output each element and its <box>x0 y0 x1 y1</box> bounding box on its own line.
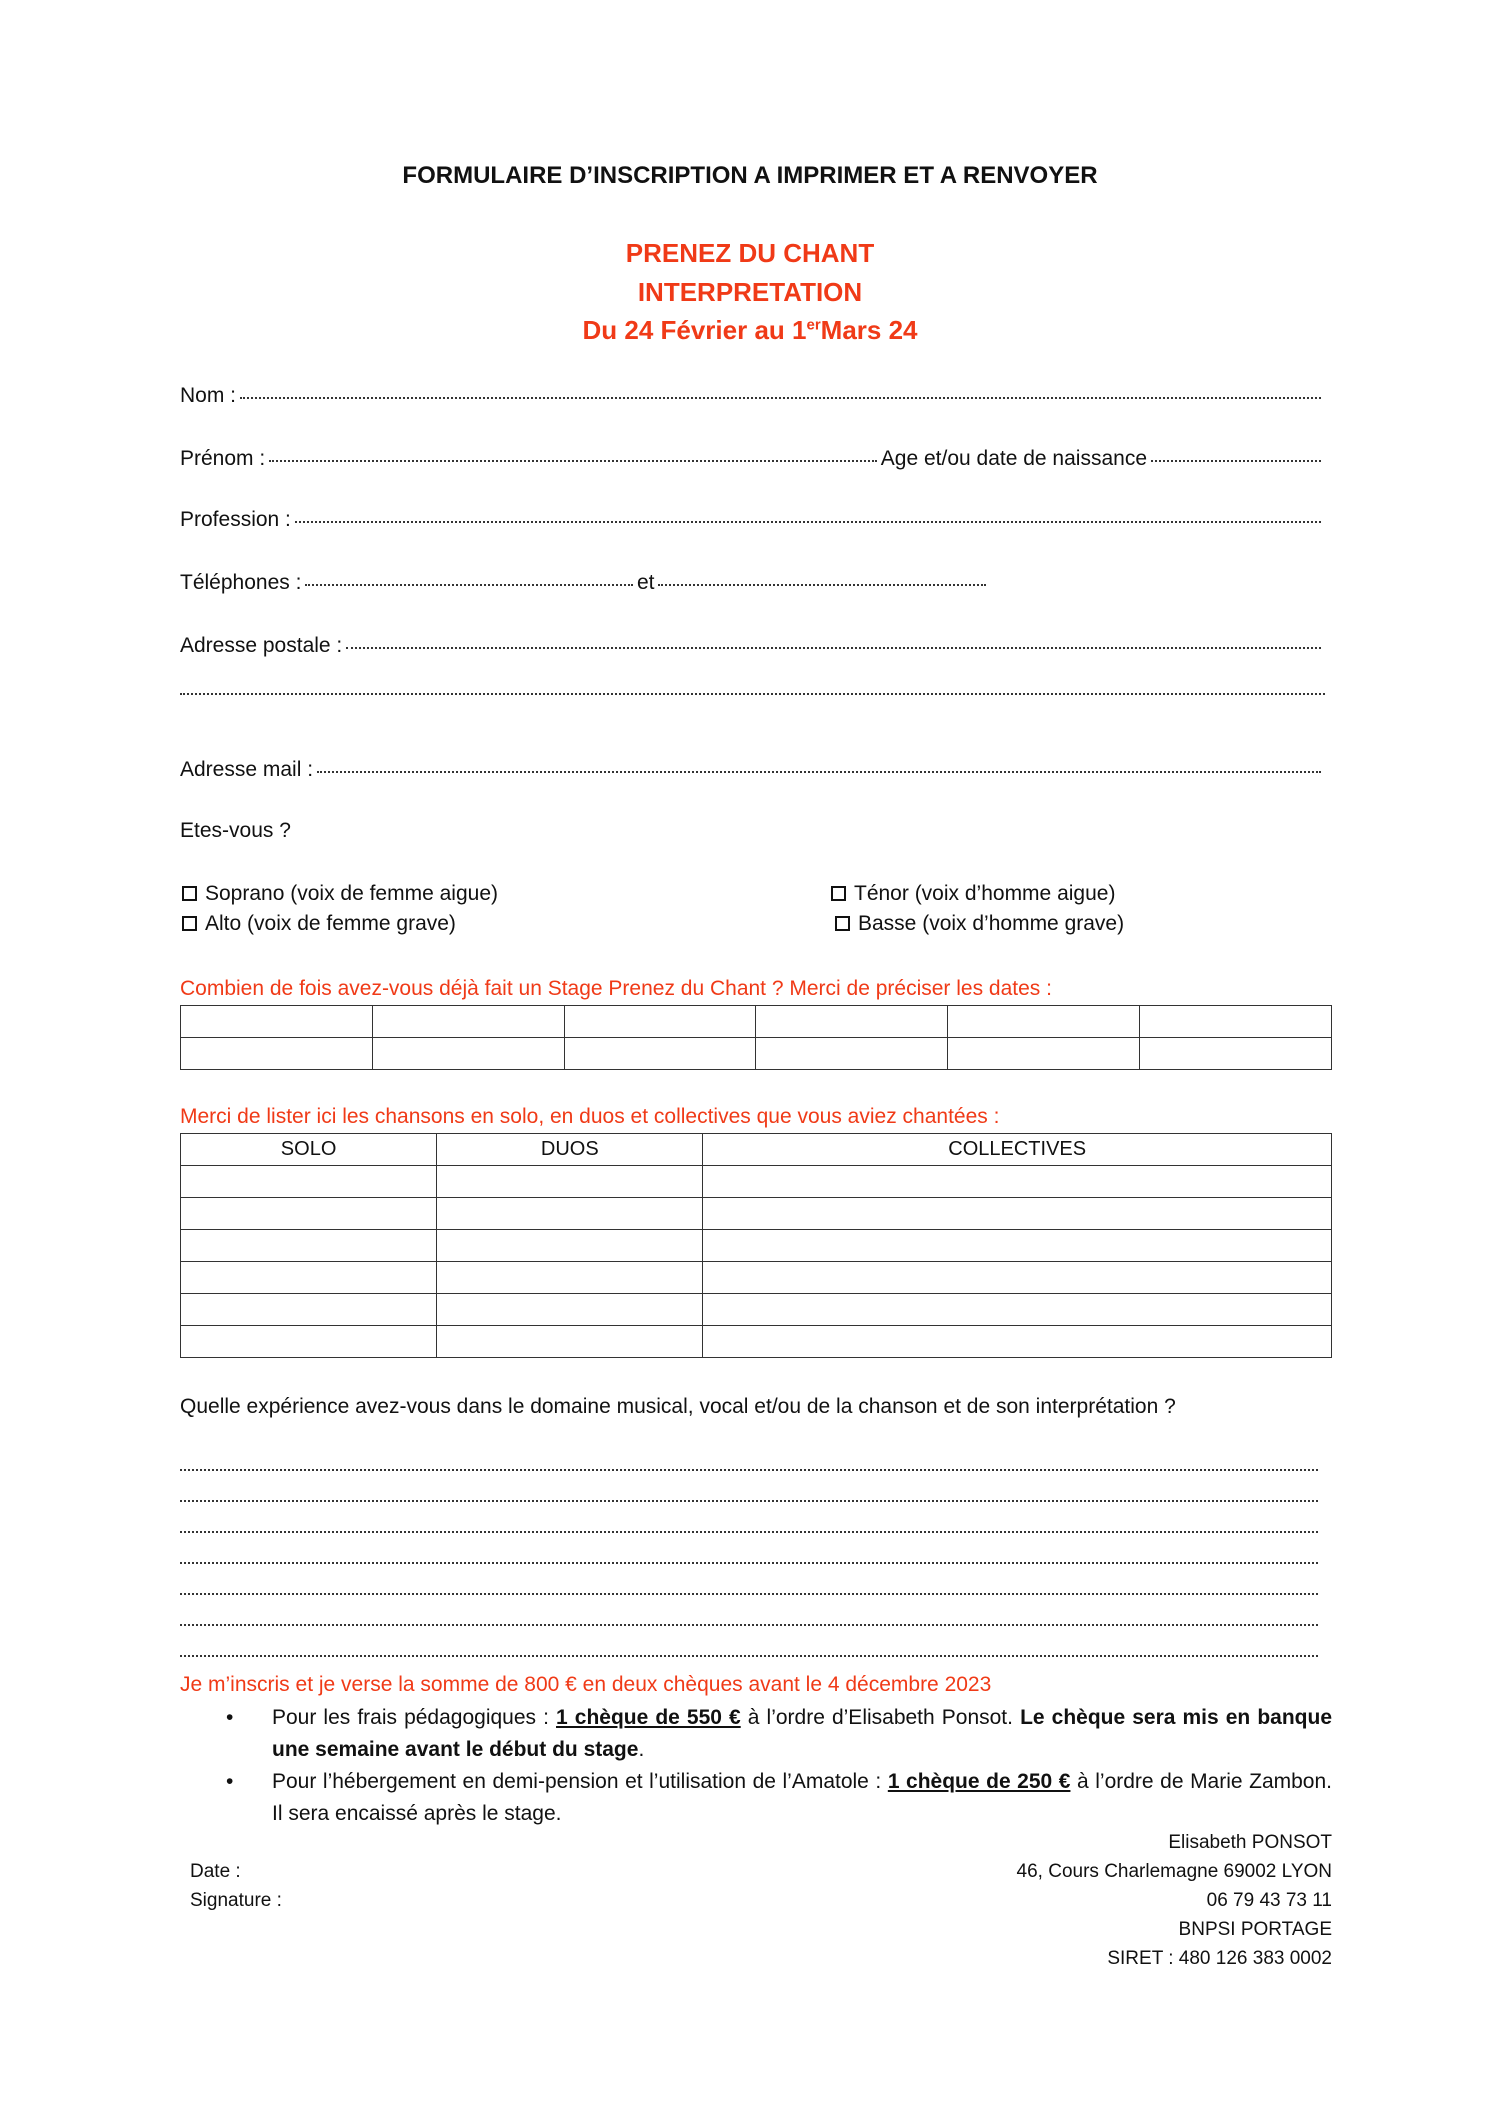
payment-item-pedagogical: • Pour les frais pédagogiques : 1 chèque de 550 € à l’ordre d’Elisabeth Ponsot. Le chèque sera mis en banque une semaine avant le début du stage. <box>180 1702 1332 1766</box>
table-row <box>181 1134 1332 1166</box>
table-cell[interactable] <box>181 1006 373 1038</box>
b1-amount: 1 chèque de 550 € <box>556 1706 741 1729</box>
b1-text: Pour les frais pédagogiques : <box>272 1706 549 1729</box>
header-solo: SOLO <box>181 1134 437 1166</box>
table-cell[interactable] <box>437 1166 703 1198</box>
contact-siret: SIRET : 480 126 383 0002 <box>1107 1948 1332 1969</box>
stages-question: Combien de fois avez-vous déjà fait un Stage Prenez du Chant ? Merci de préciser les dates : <box>180 977 1052 1000</box>
mail-field[interactable] <box>180 758 1325 782</box>
dates-sup: er <box>806 316 821 334</box>
table-row <box>181 1038 1332 1070</box>
b2-text: Pour l’hébergement en demi-pension et l’utilisation de l’Amatole : <box>272 1770 882 1793</box>
table-cell[interactable] <box>372 1006 564 1038</box>
alto-option[interactable] <box>182 912 456 936</box>
et-label: et <box>636 571 655 594</box>
contact-address: 46, Cours Charlemagne 69002 LYON <box>1016 1861 1332 1882</box>
table-cell[interactable] <box>437 1230 703 1262</box>
mail-label: Adresse mail : <box>180 758 314 781</box>
contact-block <box>1017 1828 1332 1973</box>
basse-label: Basse (voix d’homme grave) <box>858 912 1125 935</box>
experience-answer-lines[interactable] <box>180 1440 1318 1657</box>
table-cell[interactable] <box>181 1166 437 1198</box>
signature-label: Signature : <box>190 1890 282 1911</box>
songs-question: Merci de lister ici les chansons en solo, en duos et collectives que vous aviez chantées : <box>180 1105 1000 1128</box>
table-cell[interactable] <box>948 1006 1140 1038</box>
table-cell[interactable] <box>181 1326 437 1358</box>
table-cell[interactable] <box>181 1262 437 1294</box>
table-cell[interactable] <box>437 1294 703 1326</box>
table-cell[interactable] <box>703 1230 1332 1262</box>
b1-order: à l’ordre d’Elisabeth Ponsot. <box>747 1706 1013 1729</box>
prenom-field[interactable] <box>180 447 1325 471</box>
contact-phone: 06 79 43 73 11 <box>1206 1890 1332 1911</box>
table-row <box>181 1326 1332 1358</box>
b2-amount: 1 chèque de 250 € <box>887 1770 1071 1793</box>
table-cell[interactable] <box>703 1166 1332 1198</box>
table-cell[interactable] <box>1140 1038 1332 1070</box>
payment-item-lodging <box>180 1766 1332 1830</box>
table-cell[interactable] <box>437 1262 703 1294</box>
dates-end: Mars 24 <box>820 315 918 345</box>
table-cell[interactable] <box>437 1198 703 1230</box>
table-cell[interactable] <box>181 1230 437 1262</box>
adresse-line2[interactable] <box>180 696 1325 698</box>
table-cell[interactable] <box>181 1038 373 1070</box>
table-cell[interactable] <box>703 1198 1332 1230</box>
experience-question: Quelle expérience avez-vous dans le domaine musical, vocal et/ou de la chanson et de son interprétation ? <box>180 1395 1176 1418</box>
tenor-option[interactable] <box>831 882 1115 906</box>
event-name: PRENEZ DU CHANT <box>625 238 875 268</box>
checkbox-icon[interactable] <box>182 916 197 931</box>
table-row <box>181 1230 1332 1262</box>
table-row <box>181 1006 1332 1038</box>
contact-company: BNPSI PORTAGE <box>1178 1919 1332 1940</box>
event-dates <box>0 315 1500 346</box>
profession-label: Profession : <box>180 508 291 531</box>
voice-question: Etes-vous ? <box>180 819 291 842</box>
checkbox-icon[interactable] <box>831 886 846 901</box>
table-cell[interactable] <box>564 1038 756 1070</box>
table-row <box>181 1262 1332 1294</box>
tenor-label: Ténor (voix d’homme aigue) <box>854 882 1116 905</box>
header-duos: DUOS <box>437 1134 703 1166</box>
contact-name: Elisabeth PONSOT <box>1168 1832 1332 1853</box>
dates-start: Du 24 Février au 1 <box>582 315 807 345</box>
telephones-label: Téléphones : <box>180 571 302 594</box>
adresse-field[interactable] <box>180 634 1325 658</box>
age-label: Age et/ou date de naissance <box>880 447 1147 470</box>
table-cell[interactable] <box>437 1326 703 1358</box>
soprano-option[interactable] <box>182 882 498 906</box>
table-cell[interactable] <box>703 1326 1332 1358</box>
table-cell[interactable] <box>564 1006 756 1038</box>
form-title: FORMULAIRE D’INSCRIPTION A IMPRIMER ET A RENVOYER <box>402 162 1098 189</box>
alto-label: Alto (voix de femme grave) <box>205 912 456 935</box>
table-row <box>181 1166 1332 1198</box>
date-label: Date : <box>190 1861 241 1882</box>
adresse-label: Adresse postale : <box>180 634 343 657</box>
profession-field[interactable] <box>180 508 1325 532</box>
table-cell[interactable] <box>372 1038 564 1070</box>
table-cell[interactable] <box>181 1198 437 1230</box>
table-cell[interactable] <box>181 1294 437 1326</box>
b2-order: à l’ordre de Marie Zambon. Il sera encaissé après le stage. <box>272 1770 1332 1825</box>
stages-table[interactable] <box>180 1005 1332 1070</box>
songs-table[interactable] <box>180 1133 1332 1358</box>
nom-field[interactable] <box>180 384 1325 408</box>
table-cell[interactable] <box>756 1038 948 1070</box>
table-cell[interactable] <box>756 1006 948 1038</box>
nom-label: Nom : <box>180 384 237 407</box>
checkbox-icon[interactable] <box>835 916 850 931</box>
table-cell[interactable] <box>703 1262 1332 1294</box>
table-row <box>181 1294 1332 1326</box>
checkbox-icon[interactable] <box>182 886 197 901</box>
basse-option[interactable] <box>835 912 1124 936</box>
payment-list <box>180 1702 1332 1830</box>
table-cell[interactable] <box>948 1038 1140 1070</box>
table-cell[interactable] <box>1140 1006 1332 1038</box>
b1-note: Le chèque sera mis en banque une semaine avant le début du stage <box>272 1706 1332 1761</box>
table-cell[interactable] <box>703 1294 1332 1326</box>
soprano-label: Soprano (voix de femme aigue) <box>205 882 498 905</box>
telephones-field[interactable] <box>180 571 990 595</box>
payment-intro: Je m’inscris et je verse la somme de 800 € en deux chèques avant le 4 décembre 2023 <box>180 1673 992 1696</box>
table-row <box>181 1198 1332 1230</box>
event-subtitle: INTERPRETATION <box>637 277 863 307</box>
signature-block <box>190 1857 282 1915</box>
header-collectives: COLLECTIVES <box>703 1134 1332 1166</box>
prenom-label: Prénom : <box>180 447 266 470</box>
